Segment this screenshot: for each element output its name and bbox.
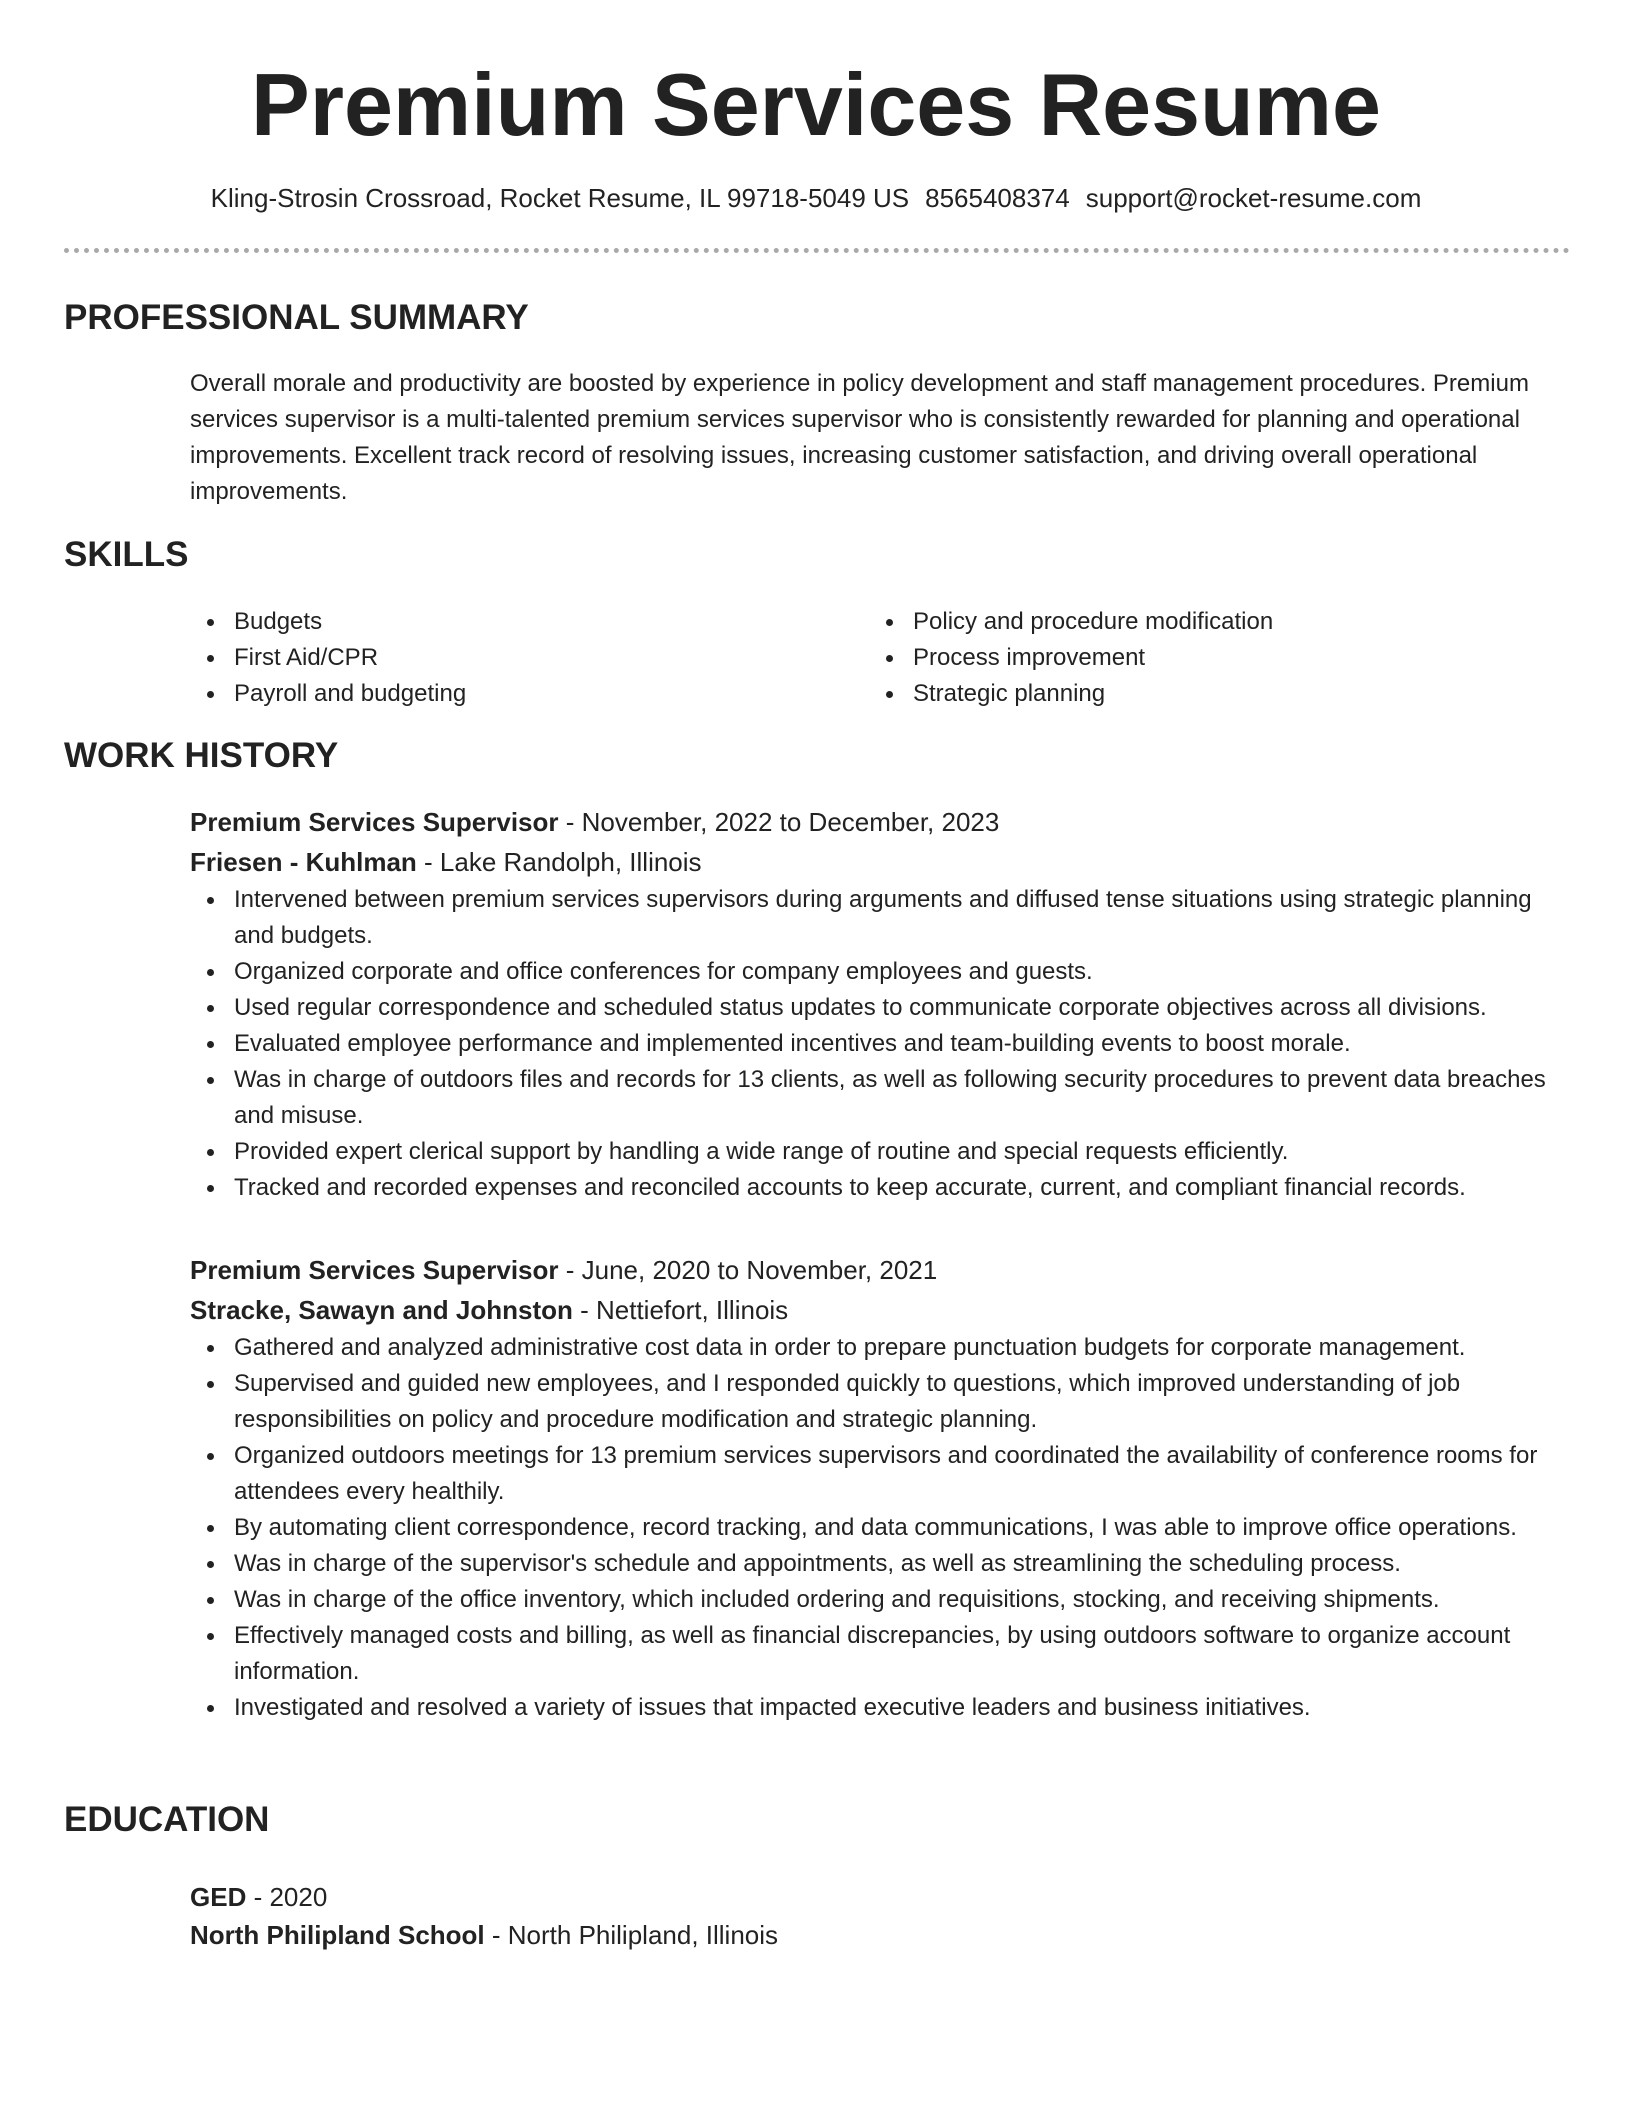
duty-item: Evaluated employee performance and implemented incentives and team-building events to boost morale. (234, 1026, 1570, 1062)
header-divider (64, 248, 1570, 253)
education-location: - North Philipland, Illinois (484, 1920, 779, 1950)
contact-phone: 8565408374 (925, 183, 1070, 213)
job-company-line (190, 1290, 1570, 1330)
job-title: Premium Services Supervisor (190, 1255, 559, 1285)
skill-item: Process improvement (913, 640, 1509, 676)
skill-item: Payroll and budgeting (234, 676, 830, 712)
summary-text: Overall morale and productivity are boosted by experience in policy development and staff management procedures. Premium services supervisor is a multi-talented premium services supervisor who is consistently rewarded for planning and operational improvements. Excellent track record of resolving issues, increasing customer satisfaction, and driving overall operational improvements. (190, 370, 1529, 505)
education-heading: EDUCATION (64, 1800, 270, 1839)
duty-item: Was in charge of the supervisor's schedule and appointments, as well as streamlining the scheduling process. (234, 1546, 1570, 1582)
skill-item: First Aid/CPR (234, 640, 830, 676)
education-school-line (190, 1916, 1570, 1954)
education-year: - 2020 (246, 1882, 328, 1912)
job-dates: - November, 2022 to December, 2023 (558, 807, 1000, 837)
education-degree-line (190, 1878, 1570, 1916)
skills-column-right (869, 604, 1509, 712)
skills-heading: SKILLS (64, 535, 189, 574)
skills-column-left (190, 604, 830, 712)
job-title: Premium Services Supervisor (190, 807, 559, 837)
skill-item: Strategic planning (913, 676, 1509, 712)
resume-title: Premium Services Resume (251, 55, 1381, 154)
contact-email: support@rocket-resume.com (1085, 183, 1422, 213)
skill-item: Budgets (234, 604, 830, 640)
duty-item: Provided expert clerical support by handling a wide range of routine and special requests efficiently. (234, 1134, 1570, 1170)
duty-item: Used regular correspondence and scheduled status updates to communicate corporate objectives across all divisions. (234, 990, 1570, 1026)
contact-line (0, 178, 1632, 218)
contact-address: Kling-Strosin Crossroad, Rocket Resume, IL 99718-5049 US (210, 183, 910, 213)
job-location: - Nettiefort, Illinois (572, 1295, 789, 1325)
duty-item: Gathered and analyzed administrative cost data in order to prepare punctuation budgets for corporate management. (234, 1330, 1570, 1366)
job-entry (190, 1250, 1570, 1726)
job-company-line (190, 842, 1570, 882)
duty-item: By automating client correspondence, record tracking, and data communications, I was able to improve office operations. (234, 1510, 1570, 1546)
job-entry (190, 802, 1570, 1206)
duty-item: Effectively managed costs and billing, as well as financial discrepancies, by using outdoors software to organize account information. (234, 1618, 1570, 1690)
duty-item: Investigated and resolved a variety of issues that impacted executive leaders and business initiatives. (234, 1690, 1570, 1726)
duty-item: Was in charge of outdoors files and records for 13 clients, as well as following security procedures to prevent data breaches and misuse. (234, 1062, 1570, 1134)
summary-heading: PROFESSIONAL SUMMARY (64, 298, 529, 337)
duty-item: Organized outdoors meetings for 13 premium services supervisors and coordinated the availability of conference rooms for attendees every healthily. (234, 1438, 1570, 1510)
job-company: Stracke, Sawayn and Johnston (190, 1295, 573, 1325)
job-company: Friesen - Kuhlman (190, 847, 417, 877)
duty-item: Intervened between premium services supervisors during arguments and diffused tense situations using strategic planning and budgets. (234, 882, 1570, 954)
work-heading: WORK HISTORY (64, 736, 339, 775)
education-school: North Philipland School (190, 1920, 485, 1950)
duty-item: Tracked and recorded expenses and reconciled accounts to keep accurate, current, and compliant financial records. (234, 1170, 1570, 1206)
duty-item: Organized corporate and office conferences for company employees and guests. (234, 954, 1570, 990)
duty-item: Was in charge of the office inventory, which included ordering and requisitions, stocking, and receiving shipments. (234, 1582, 1570, 1618)
education-degree: GED (190, 1882, 247, 1912)
job-duties (190, 1330, 1570, 1726)
skill-item: Policy and procedure modification (913, 604, 1509, 640)
education-entry (190, 1878, 1570, 1954)
job-title-line (190, 802, 1570, 842)
job-location: - Lake Randolph, Illinois (416, 847, 702, 877)
duty-item: Supervised and guided new employees, and I responded quickly to questions, which improved understanding of job responsibilities on policy and procedure modification and strategic planning. (234, 1366, 1570, 1438)
job-dates: - June, 2020 to November, 2021 (558, 1255, 938, 1285)
job-title-line (190, 1250, 1570, 1290)
job-duties (190, 882, 1570, 1206)
